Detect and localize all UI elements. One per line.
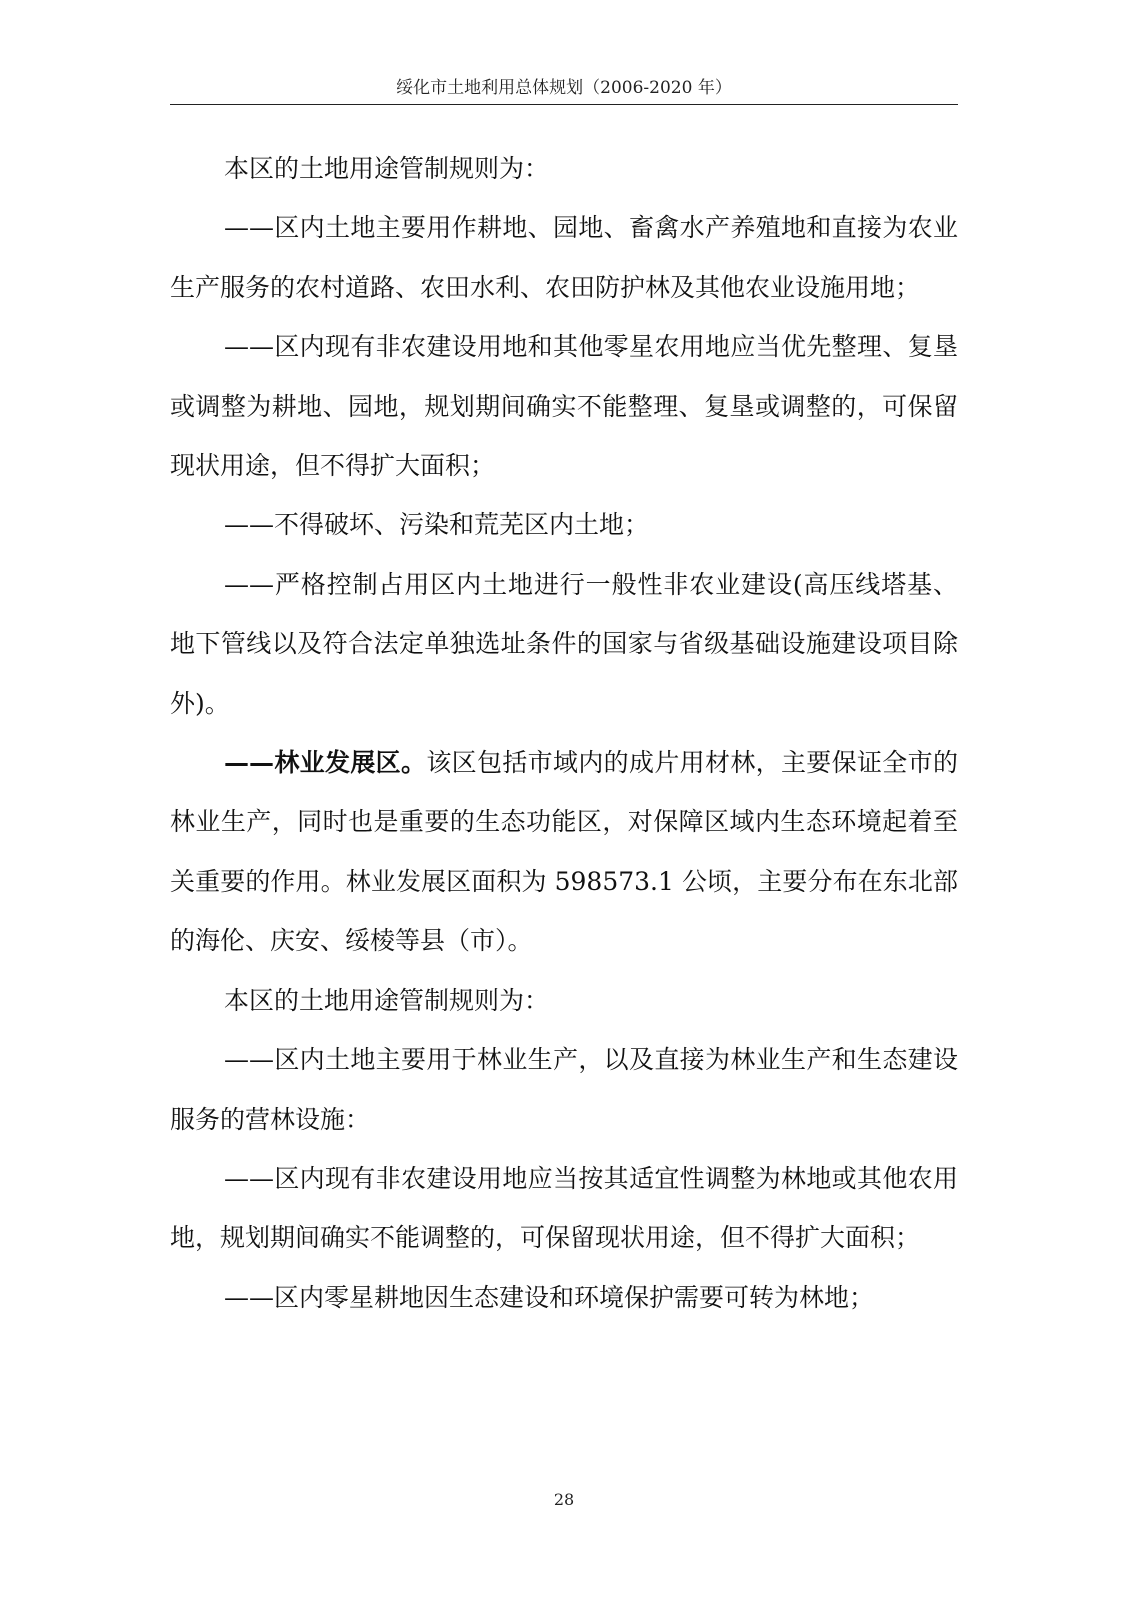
header-divider <box>170 104 958 105</box>
page-number: 28 <box>553 1490 575 1509</box>
body-text <box>170 139 958 1327</box>
paragraph-rule-non-agri: ——区内现有非农建设用地和其他零星农用地应当优先整理、复垦或调整为耕地、园地，规划期间确实不能整理、复垦或调整的，可保留现状用途，但不得扩大面积； <box>170 332 958 481</box>
paragraph-rule-control: ——严格控制占用区内土地进行一般性非农业建设(高压线塔基、地下管线以及符合法定单独选址条件的国家与省级基础设施建设项目除外)。 <box>170 569 958 718</box>
paragraph-rule-land-use: ——区内土地主要用作耕地、园地、畜禽水产养殖地和直接为农业生产服务的农村道路、农田水利、农田防护林及其他农业设施用地； <box>170 213 958 302</box>
forestry-zone-description: 该区包括市域内的成片用材林，主要保证全市的林业生产，同时也是重要的生态功能区，对保障区域内生态环境起着至关重要的作用。林业发展区面积为 598573.1 公顷，主要分布在东北部的海伦、庆安、绥棱等县（市）。 <box>170 748 958 956</box>
paragraph-rule-scattered-farmland: ——区内零星耕地因生态建设和环境保护需要可转为林地； <box>224 1282 875 1312</box>
forestry-zone-heading: ——林业发展区。 <box>224 748 427 778</box>
paragraph-rules-intro-1: 本区的土地用途管制规则为： <box>224 154 550 183</box>
paragraph-forestry-zone <box>170 733 958 971</box>
paragraph-rule-no-damage: ——不得破坏、污染和荒芜区内土地； <box>224 510 650 540</box>
paragraph-rule-adjust: ——区内现有非农建设用地应当按其适宜性调整为林地或其他农用地，规划期间确实不能调整的，可保留现状用途，但不得扩大面积； <box>170 1163 958 1253</box>
page-header: 绥化市土地利用总体规划（2006-2020 年） <box>396 78 732 98</box>
paragraph-rule-forestry-use: ——区内土地主要用于林业生产，以及直接为林业生产和生态建设服务的营林设施： <box>170 1045 958 1134</box>
paragraph-rules-intro-2: 本区的土地用途管制规则为： <box>224 985 550 1015</box>
